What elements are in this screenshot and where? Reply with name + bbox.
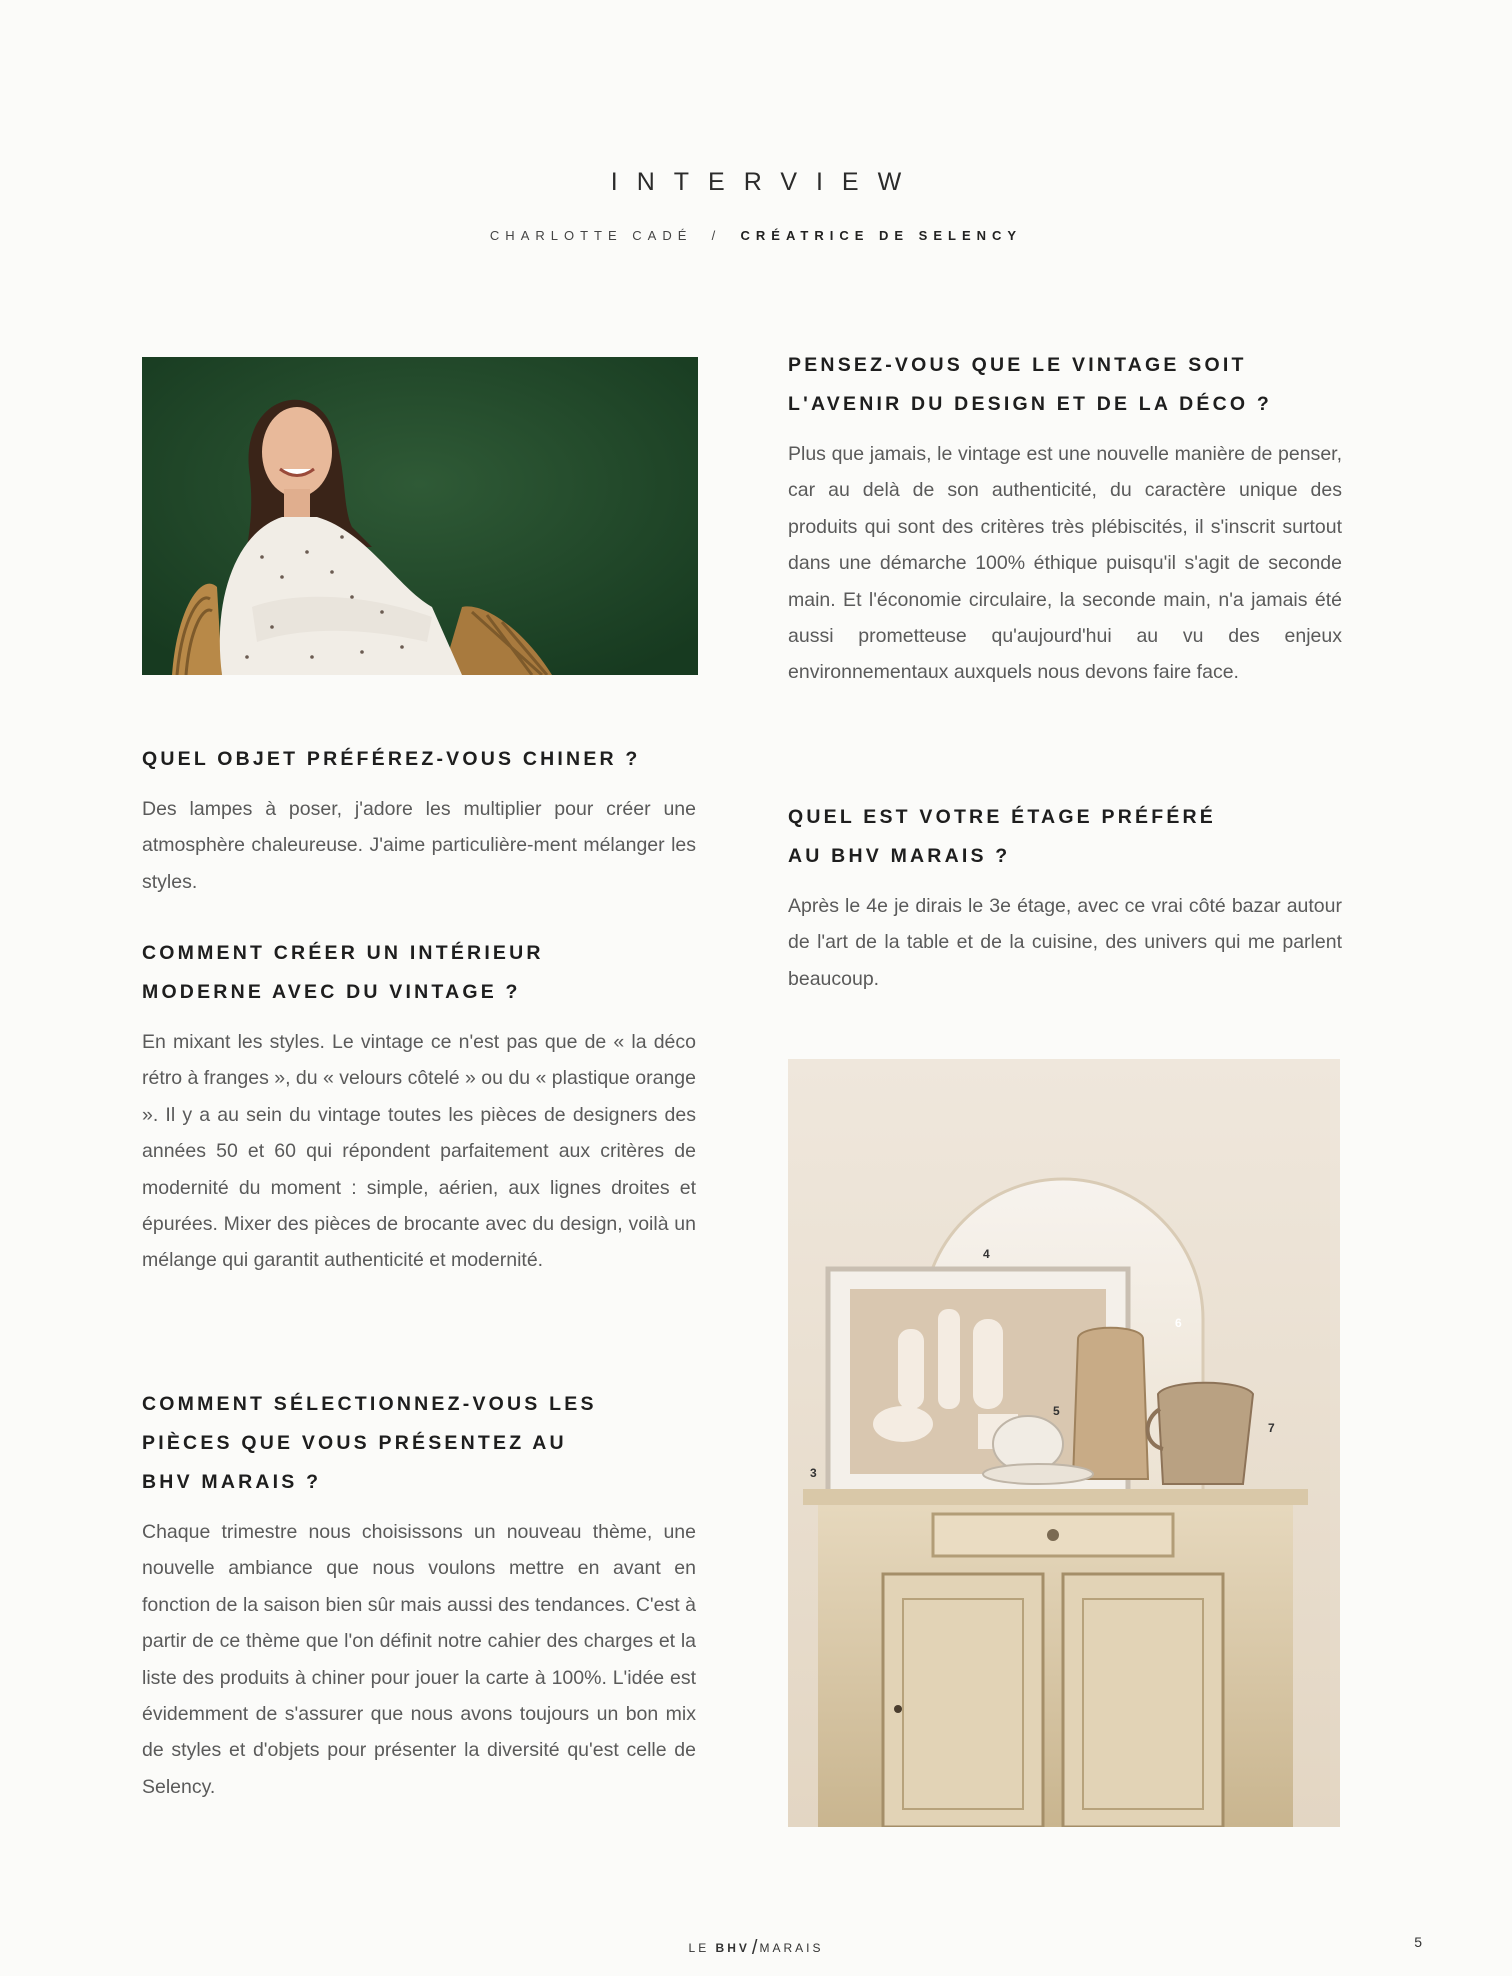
question-heading: QUEL EST VOTRE ÉTAGE PRÉFÉRÉ AU BHV MARAIS ? bbox=[788, 806, 1217, 867]
qa-right-1 bbox=[788, 346, 1342, 691]
logo-bhv: BHV bbox=[715, 1941, 750, 1955]
item-label-6: 6 bbox=[1175, 1316, 1182, 1330]
interviewee-name: CHARLOTTE CADÉ bbox=[489, 228, 693, 243]
logo-marais: MARAIS bbox=[759, 1941, 824, 1955]
answer-text: En mixant les styles. Le vintage ce n'est pas que de « la déco rétro à franges », du « velours côtelé » ou du « plastique orange ». Il y a au sein du vintage toutes les pièces de designers des années 50 et 60 qui répondent parfaitement aux critères de modernité du moment : simple, aérien, aux lignes droites et épurées. Mixer des pièces de brocante avec du design, voilà un mélange qui garantit authenticité et modernité. bbox=[142, 1031, 696, 1272]
portrait-photo bbox=[142, 357, 698, 675]
qa-right-2 bbox=[788, 798, 1342, 997]
logo-slash: / bbox=[751, 1937, 758, 1959]
question-heading: COMMENT CRÉER UN INTÉRIEUR MODERNE AVEC DU VINTAGE ? bbox=[142, 942, 544, 1003]
logo-le: LE bbox=[688, 1941, 710, 1955]
answer-text: Des lampes à poser, j'adore les multiplier pour créer une atmosphère chaleureuse. J'aime particulière-ment mélanger les styles. bbox=[142, 798, 696, 893]
page-number: 5 bbox=[1414, 1934, 1422, 1950]
item-label-7: 7 bbox=[1268, 1421, 1275, 1435]
interviewee-role: CRÉATRICE DE SELENCY bbox=[740, 228, 1023, 243]
answer-text: Plus que jamais, le vintage est une nouvelle manière de penser, car au delà de son authenticité, du caractère unique des produits qui sont des critères très plébiscités, il s'inscrit surtout dans une démarche 100% éthique puisqu'il s'agit de seconde main. Et l'économie circulaire, la seconde main, n'a jamais été aussi prometteuse qu'aujourd'hui au vu des enjeux environnementaux auxquels nous devons faire face. bbox=[788, 443, 1342, 684]
question-heading: PENSEZ-VOUS QUE LE VINTAGE SOIT L'AVENIR DU DESIGN ET DE LA DÉCO ? bbox=[788, 354, 1272, 415]
qa-left-1 bbox=[142, 740, 696, 900]
question-heading: QUEL OBJET PRÉFÉREZ-VOUS CHINER ? bbox=[142, 748, 641, 770]
item-label-3: 3 bbox=[810, 1466, 817, 1480]
item-label-4: 4 bbox=[983, 1247, 990, 1261]
answer-text: Chaque trimestre nous choisissons un nouveau thème, une nouvelle ambiance que nous voulons mettre en avant en fonction de la saison bien sûr mais aussi des tendances. C'est à partir de ce thème que l'on définit notre cahier des charges et la liste des produits à chiner pour jouer la carte à 100%. L'idée est évidemment de s'assurer que nous avons toujours un bon mix de styles et d'objets pour présenter la diversité qu'est celle de Selency. bbox=[142, 1521, 696, 1798]
answer-text: Après le 4e je dirais le 3e étage, avec ce vrai côté bazar autour de l'art de la table et de la cuisine, des univers qui me parlent beaucoup. bbox=[788, 895, 1342, 990]
qa-left-3 bbox=[142, 1385, 696, 1805]
footer-logo bbox=[0, 1937, 1512, 1960]
byline-separator: / bbox=[711, 228, 722, 243]
still-life-photo bbox=[788, 1059, 1340, 1827]
item-label-5: 5 bbox=[1053, 1404, 1060, 1418]
byline bbox=[0, 228, 1512, 243]
qa-left-2 bbox=[142, 934, 696, 1279]
section-title: INTERVIEW bbox=[610, 168, 921, 196]
question-heading: COMMENT SÉLECTIONNEZ-VOUS LES PIÈCES QUE VOUS PRÉSENTEZ AU BHV MARAIS ? bbox=[142, 1393, 597, 1493]
